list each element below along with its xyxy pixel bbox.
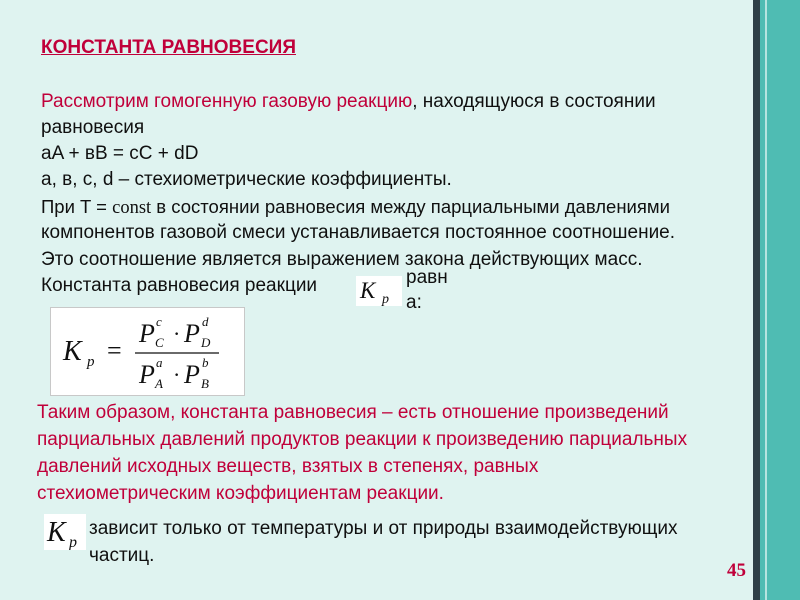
decorative-stripe-dark [753,0,760,600]
summary-line-4: стехиометрическим коэффициентам реакции. [37,483,444,504]
slide-title: КОНСТАНТА РАВНОВЕСИЯ [41,37,296,58]
formula-equals: = [107,336,122,365]
formula-den-2: P [184,360,200,389]
components-line: компонентов газовой смеси устанавливается постоянное соотношение. [41,222,676,243]
summary-line-2: парциальных давлений продуктов реакции к произведению парциальных [37,429,688,450]
summary-line-1: Таким образом, константа равновесия – есть отношение произведений [37,402,669,423]
decorative-stripe-light [765,0,767,600]
kp-symbol-inline [356,276,402,306]
kp-symbol-bottom-svg [44,514,86,550]
formula-num-dot: · [173,321,181,346]
kp-symbol-inline-svg [356,276,402,306]
formula-lhs-sub: p [87,354,95,370]
formula-lhs-k: K [63,336,82,367]
formula-den-dot: · [173,362,181,387]
formula-num-2: P [184,319,200,348]
coefficients-line: a, в, c, d – стехиометрические коэффициенты. [41,169,452,190]
constant-temperature-line [41,194,670,221]
formula-num-1-sub: C [155,335,164,350]
equilibrium-constant-formula [50,307,245,396]
formula-den-1-sub: A [155,376,163,391]
formula-svg [51,308,244,395]
summary-line-3: давлений исходных веществ, взятых в степенях, равных [37,456,539,477]
kp-symbol-bottom [44,514,86,550]
formula-num-2-sub: D [201,335,211,350]
depends-line-1: зависит только от температуры и от природы взаимодействующих [89,518,678,539]
const-post: в состоянии равновесия между парциальными давлениями [151,196,670,217]
ravn-part-2: а: [406,292,422,313]
formula-num-1-sup: c [156,314,162,329]
kp-bottom-p: p [69,534,77,550]
mass-action-law-line: Это соотношение является выражением закона действующих масс. [41,249,643,270]
constant-label-line: Константа равновесия реакции [41,275,318,296]
intro-line [41,89,656,115]
formula-den-2-sub: B [201,376,209,391]
formula-num-2-sup: d [202,314,209,329]
ravn-part-1: равн [406,267,448,288]
formula-den-2-sup: b [202,355,209,370]
page-number: 45 [727,560,746,581]
formula-den-1-sup: a [156,355,163,370]
const-pre: При T = [41,196,113,217]
formula-num-1: P [139,319,155,348]
kp-inline-p: p [382,292,389,306]
reaction-equation: aA + вB = cC + dD [41,143,199,164]
depends-line-2: частиц. [89,545,155,566]
intro-highlight: Рассмотрим гомогенную газовую реакцию [41,91,413,112]
intro-rest: , находящуюся в состоянии [412,91,656,112]
kp-bottom-k: K [47,517,66,548]
formula-den-1: P [139,360,155,389]
const-word: const [112,198,152,218]
kp-inline-k: K [360,278,376,303]
intro-line-2: равновесия [41,117,145,138]
